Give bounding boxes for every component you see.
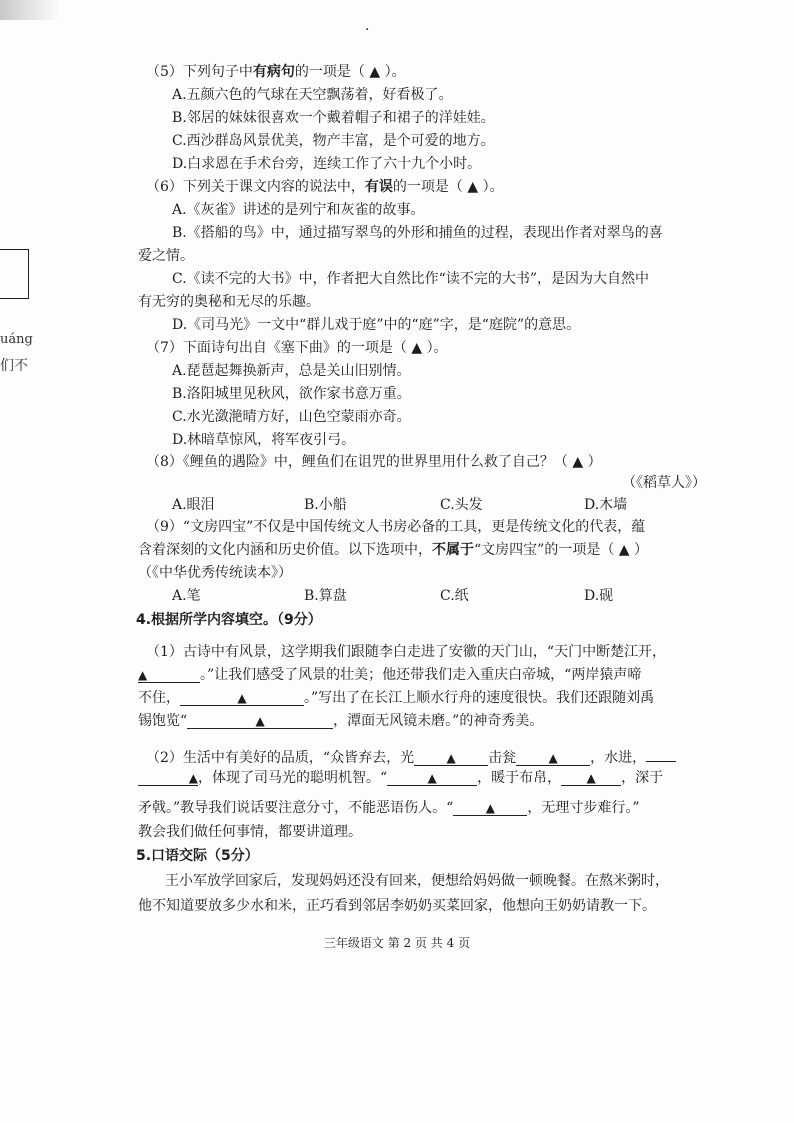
q7-option-d: D.林暗草惊风，将军夜引弓。 bbox=[172, 432, 356, 448]
q8-option-a: A.眼泪 bbox=[172, 497, 215, 513]
q7-option-c: C.水光潋滟晴方好，山色空蒙雨亦奇。 bbox=[172, 409, 411, 425]
s4-p1-line3: 不住， ▲ 。”写出了在长江上顺水行舟的速度很快。我们还跟随刘禹 bbox=[138, 690, 655, 706]
q9-option-d: D.砚 bbox=[584, 588, 614, 604]
q5-option-c: C.西沙群岛风景优美，物产丰富，是个可爱的地方。 bbox=[172, 133, 495, 149]
answer-blank[interactable]: ▲ bbox=[138, 665, 200, 683]
answer-blank[interactable]: ▲ bbox=[453, 798, 527, 816]
answer-blank[interactable]: ▲ bbox=[561, 768, 621, 786]
s4-p2-line2: ▲，体现了司马光的聪明机智。“ ▲ ，暖于布帛， ▲ ，深于 bbox=[138, 768, 663, 788]
q7-option-a: A.琵琶起舞换新声，总是关山旧别情。 bbox=[172, 363, 411, 379]
adjacent-page-box-edge bbox=[0, 249, 29, 299]
q8-stem: （8）《鲤鱼的遇险》中，鲤鱼们在诅咒的世界里用什么救了自己？（ ▲ ） bbox=[146, 454, 602, 470]
answer-blank[interactable]: ▲ bbox=[138, 768, 198, 786]
answer-blank[interactable]: ▲ bbox=[516, 748, 590, 766]
s4-p1-line1: （1）古诗中有风景，这学期我们跟随李白走进了安徽的天门山，“天门中断楚江开， bbox=[146, 644, 667, 660]
q8-source: （《稻草人》） bbox=[622, 475, 706, 491]
q8-option-b: B.小船 bbox=[304, 497, 347, 513]
s4-p1-line4: 锡饱览“ ▲ ，潭面无风镜未磨。”的神奇秀美。 bbox=[138, 713, 544, 729]
answer-blank[interactable]: ▲ bbox=[180, 688, 304, 706]
q7-stem: （7）下面诗句出自《塞下曲》的一项是（ ▲ ）。 bbox=[146, 340, 448, 356]
q5-option-a: A.五颜六色的气球在天空飘荡着，好看极了。 bbox=[172, 87, 453, 103]
q9-line1: （9）“文房四宝”不仅是中国传统文人书房必备的工具，更是传统文化的代表，蕴 bbox=[146, 519, 646, 535]
answer-blank[interactable] bbox=[646, 744, 676, 762]
q5-option-b: B.邻居的妹妹很喜欢一个戴着帽子和裙子的洋娃娃。 bbox=[172, 110, 495, 126]
q6-stem: （6）下列关于课文内容的说法中，有误的一项是（ ▲ ）。 bbox=[146, 179, 504, 195]
q6-option-a: A.《灰雀》讲述的是列宁和灰雀的故事。 bbox=[172, 202, 425, 218]
s4-p1-line2: ▲ 。”让我们感受了风景的壮美；他还带我们走入重庆白帝城，“两岸猿声啼 bbox=[138, 667, 642, 683]
s4-p2-line1: （2）生活中有美好的品质，“众皆弃去，光 ▲ 击瓮 ▲ ，水进， bbox=[146, 744, 676, 768]
q9-option-c: C.纸 bbox=[440, 588, 469, 604]
q6-option-c-cont: 有无穷的奥秘和无尽的乐趣。 bbox=[138, 294, 320, 310]
q6-option-b-cont: 爱之情。 bbox=[138, 248, 194, 264]
section-5-heading: 5.口语交际（5分） bbox=[136, 848, 259, 864]
answer-blank[interactable]: ▲ bbox=[187, 711, 333, 729]
scan-shadow bbox=[0, 0, 60, 20]
q8-option-d: D.木墙 bbox=[584, 497, 628, 513]
q5-emphasis: 有病句 bbox=[252, 64, 295, 80]
page-footer: 三年级语文 第 2 页 共 4 页 bbox=[323, 936, 471, 950]
q9-source: （《中华优秀传统读本》） bbox=[138, 565, 292, 581]
s4-p2-line4: 教会我们做任何事情，都要讲道理。 bbox=[138, 824, 362, 840]
answer-blank[interactable]: ▲ bbox=[387, 768, 477, 786]
section-4-heading: 4.根据所学内容填空。（9分） bbox=[136, 612, 322, 628]
q6-emphasis: 有误 bbox=[364, 179, 393, 195]
q6-option-c: C.《读不完的大书》中，作者把大自然比作“读不完的大书”，是因为大自然中 bbox=[172, 271, 649, 287]
edge-fragment-text: 们不 bbox=[0, 358, 28, 374]
q5-stem: （5）下列句子中有病句的一项是（ ▲ ）。 bbox=[146, 64, 406, 80]
q6-option-d: D.《司马光》一文中“群儿戏于庭”中的“庭”字，是“庭院”的意思。 bbox=[172, 317, 581, 333]
q7-option-b: B.洛阳城里见秋风，欲作家书意万重。 bbox=[172, 386, 411, 402]
edge-fragment-pinyin: uáng bbox=[0, 332, 33, 347]
s4-p2-line3: 矛戟。”教导我们说话要注意分寸，不能恶语伤人。“ ▲ ，无理寸步难行。” bbox=[138, 800, 640, 816]
q8-option-c: C.头发 bbox=[440, 497, 483, 513]
top-dot: · bbox=[365, 22, 370, 38]
q9-option-b: B.算盘 bbox=[304, 588, 347, 604]
q5-option-d: D.白求恩在手术台旁，连续工作了六十九个小时。 bbox=[172, 156, 482, 172]
q9-line2: 含着深刻的文化内涵和历史价值。以下选项中，不属于“文房四宝”的一项是（ ▲ ） bbox=[138, 542, 648, 558]
answer-blank[interactable]: ▲ bbox=[414, 748, 488, 766]
q6-option-b: B.《搭船的鸟》中，通过描写翠鸟的外形和捕鱼的过程，表现出作者对翠鸟的喜 bbox=[172, 225, 663, 241]
s5-line1: 王小军放学回家后，发现妈妈还没有回来，便想给妈妈做一顿晚餐。在熬米粥时， bbox=[165, 873, 669, 889]
q9-emphasis: 不属于 bbox=[432, 542, 474, 558]
q9-option-a: A.笔 bbox=[172, 588, 201, 604]
s5-line2: 他不知道要放多少水和米，正巧看到邻居李奶奶买菜回家，他想向王奶奶请教一下。 bbox=[138, 898, 656, 914]
